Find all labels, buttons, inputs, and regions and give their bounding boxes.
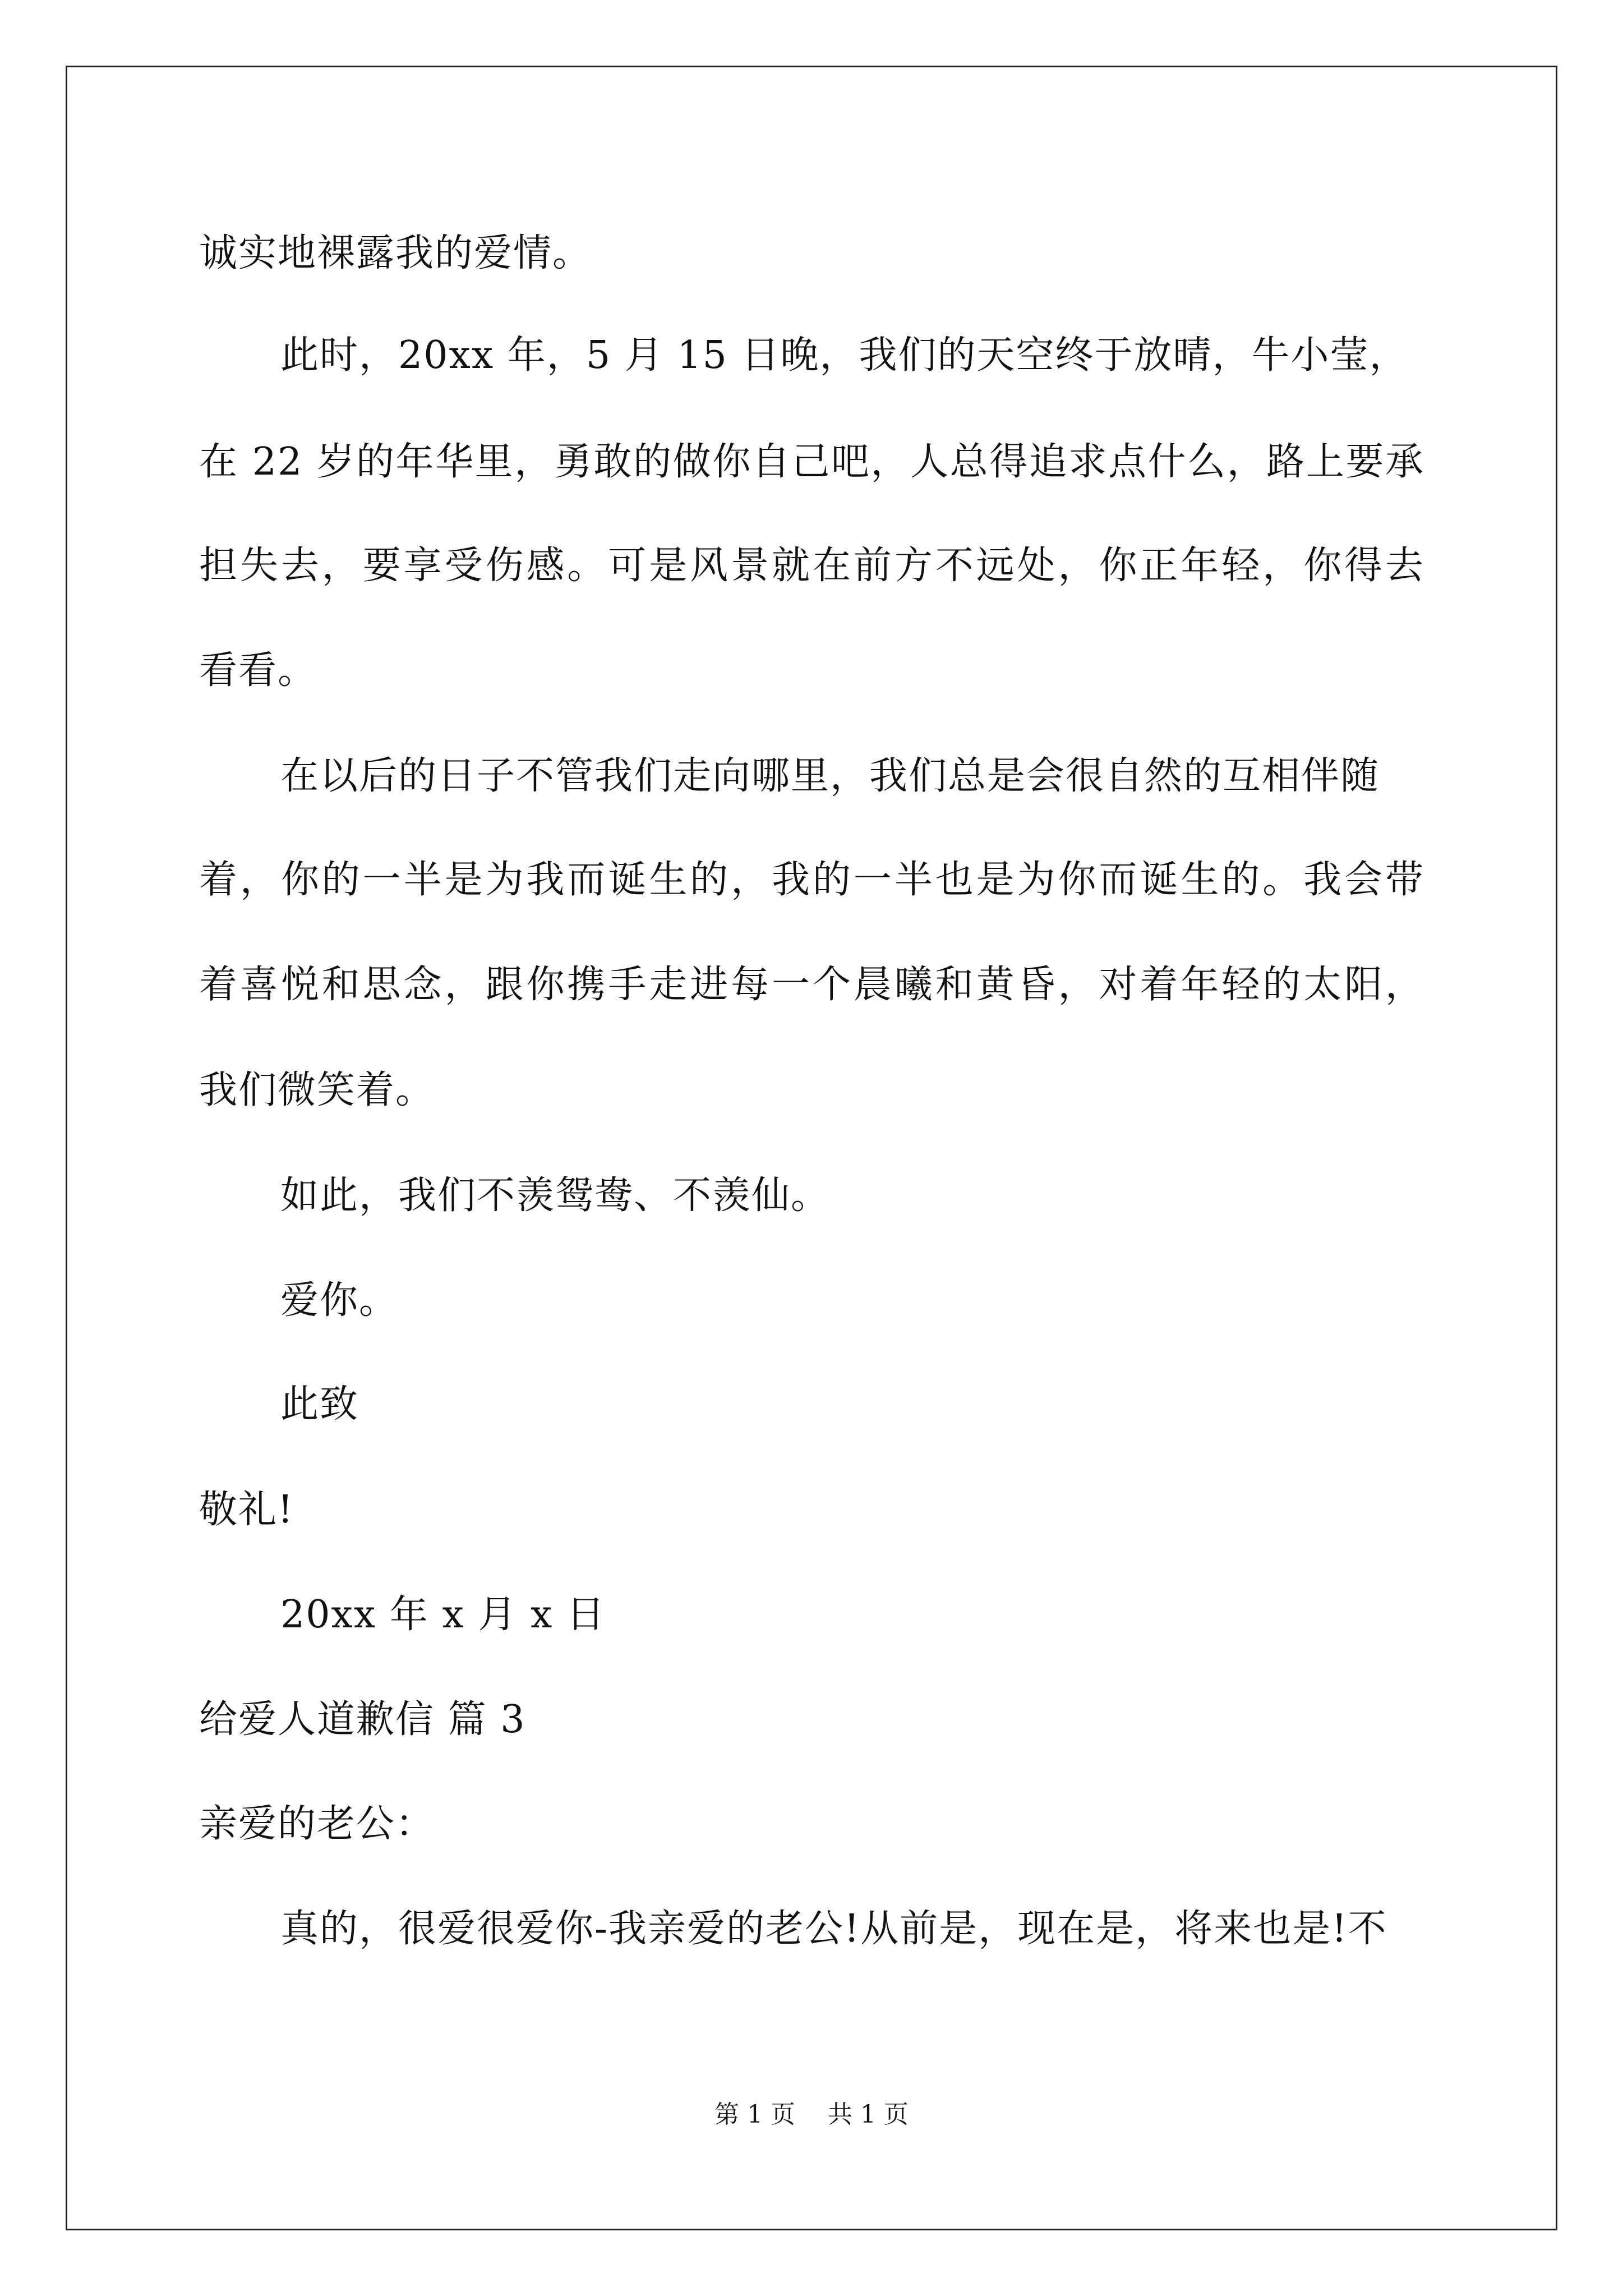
text-line-8: 着喜悦和思念，跟你携手走进每一个晨曦和黄昏，对着年轻的太阳， bbox=[199, 963, 1424, 1007]
page-border bbox=[66, 66, 1557, 2230]
text-line-17: 真的，很爱很爱你-我亲爱的老公!从前是，现在是，将来也是!不 bbox=[280, 1907, 1387, 1951]
text-line-12: 此致 bbox=[280, 1382, 359, 1427]
page-footer bbox=[0, 2102, 1623, 2127]
text-line-9: 我们微笑着。 bbox=[199, 1068, 435, 1112]
text-line-3: 在 22 岁的年华里，勇敢的做你自己吧，人总得追求点什么，路上要承 bbox=[199, 440, 1424, 484]
salutation-line: 亲爱的老公： bbox=[199, 1802, 435, 1846]
section-heading: 给爱人道歉信 篇 3 bbox=[199, 1697, 526, 1742]
text-line-7: 着，你的一半是为我而诞生的，我的一半也是为你而诞生的。我会带 bbox=[199, 858, 1424, 902]
text-line-13: 敬礼! bbox=[199, 1488, 294, 1532]
page-number: 第 1 页 bbox=[714, 2100, 795, 2129]
text-line-6: 在以后的日子不管我们走向哪里，我们总是会很自然的互相伴随 bbox=[280, 754, 1380, 798]
text-line-2: 此时，20xx 年，5 月 15 日晚，我们的天空终于放晴，牛小莹， bbox=[280, 333, 1409, 378]
date-line: 20xx 年 x 月 x 日 bbox=[280, 1593, 606, 1637]
text-line-5: 看看。 bbox=[199, 648, 317, 693]
text-line-4: 担失去，要享受伤感。可是风景就在前方不远处，你正年轻，你得去 bbox=[199, 544, 1424, 588]
text-line-10: 如此，我们不羡鸳鸯、不羡仙。 bbox=[280, 1174, 831, 1218]
text-line-1: 诚实地裸露我的爱情。 bbox=[199, 231, 592, 275]
page-total: 共 1 页 bbox=[828, 2100, 909, 2129]
text-line-11: 爱你。 bbox=[280, 1278, 399, 1323]
